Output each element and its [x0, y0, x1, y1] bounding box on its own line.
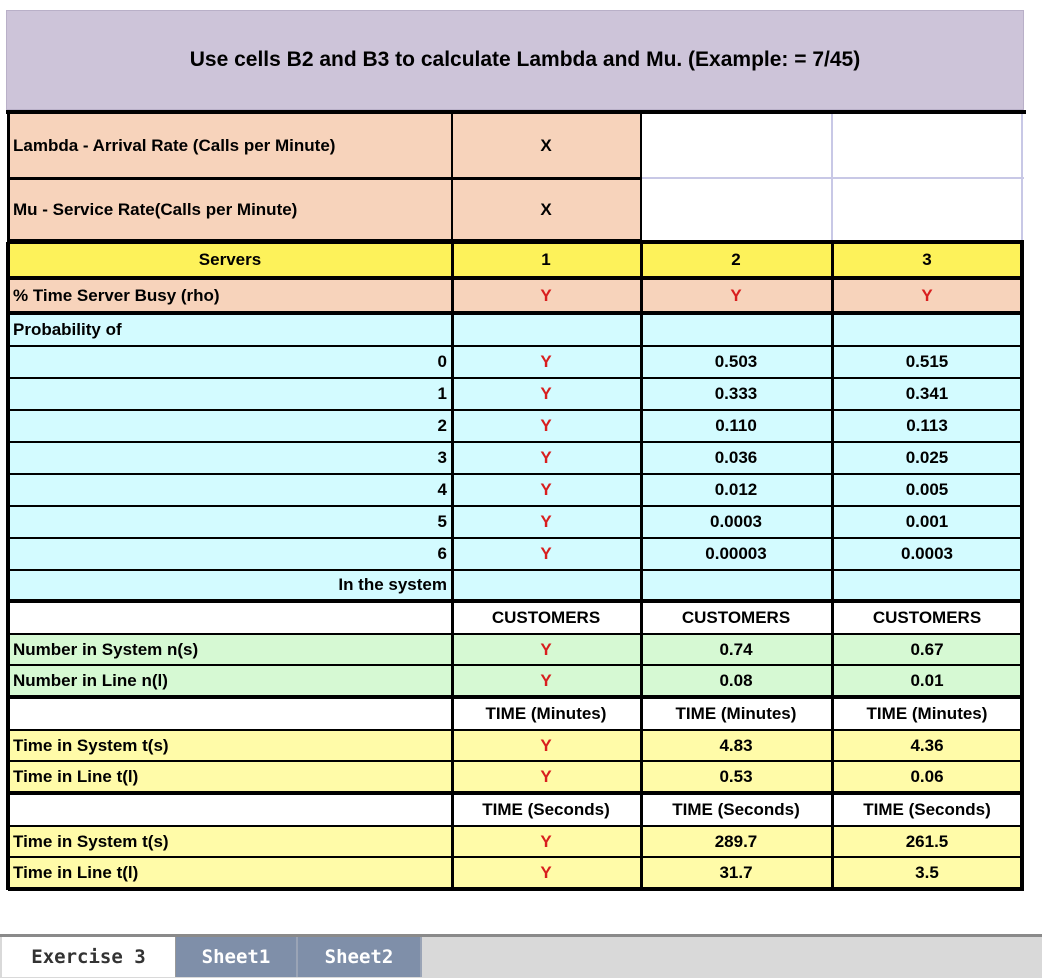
gridline [8, 825, 1024, 827]
value-cell[interactable]: 0.036 [640, 442, 832, 474]
empty-cell[interactable] [640, 314, 832, 346]
gridline [8, 240, 1024, 244]
tab-exercise-3[interactable]: Exercise 3 [2, 937, 176, 977]
empty-cell[interactable] [640, 570, 832, 600]
gridline [8, 345, 1024, 347]
empty-cell[interactable] [8, 602, 452, 634]
value-cell[interactable]: 4.36 [832, 730, 1022, 761]
time-in-system-label[interactable]: Time in System t(s) [8, 730, 452, 761]
empty-cell[interactable] [832, 314, 1022, 346]
time-seconds-header[interactable]: TIME (Seconds) [640, 794, 832, 826]
value-cell[interactable]: Y [452, 442, 640, 474]
empty-cell[interactable] [452, 570, 640, 600]
empty-cell[interactable] [640, 180, 832, 240]
probability-n-label[interactable]: 0 [8, 346, 452, 378]
value-cell[interactable]: Y [452, 280, 640, 312]
number-in-system-label[interactable]: Number in System n(s) [8, 634, 452, 665]
gridline [8, 791, 1024, 795]
instruction-banner: Use cells B2 and B3 to calculate Lambda and Mu. (Example: = 7/45) [6, 10, 1024, 110]
time-seconds-header[interactable]: TIME (Seconds) [452, 794, 640, 826]
value-cell[interactable]: 0.005 [832, 474, 1022, 506]
gridline [8, 599, 1024, 603]
gridline [831, 114, 833, 240]
rho-label[interactable]: % Time Server Busy (rho) [8, 280, 452, 312]
probability-n-label[interactable]: 1 [8, 378, 452, 410]
gridline [451, 112, 453, 242]
gridline [7, 112, 10, 242]
value-cell[interactable]: 0.06 [832, 761, 1022, 792]
probability-n-label[interactable]: 3 [8, 442, 452, 474]
gridline [642, 177, 1024, 179]
gridline [1021, 114, 1023, 240]
probability-n-label[interactable]: 6 [8, 538, 452, 570]
value-cell[interactable]: 0.515 [832, 346, 1022, 378]
in-the-system-label[interactable]: In the system [8, 570, 452, 600]
gridline [8, 441, 1024, 443]
empty-cell[interactable] [452, 314, 640, 346]
value-cell[interactable]: Y [452, 857, 640, 888]
time-in-line-label[interactable]: Time in Line t(l) [8, 761, 452, 792]
value-cell[interactable]: Y [452, 378, 640, 410]
value-cell[interactable]: Y [640, 280, 832, 312]
value-cell[interactable]: 3.5 [832, 857, 1022, 888]
value-cell[interactable]: 0.001 [832, 506, 1022, 538]
gridline [8, 633, 1024, 635]
value-cell[interactable]: Y [832, 280, 1022, 312]
gridline [8, 409, 1024, 411]
value-cell[interactable]: 0.333 [640, 378, 832, 410]
customers-header[interactable]: CUSTOMERS [640, 602, 832, 634]
value-cell[interactable]: 0.08 [640, 665, 832, 696]
value-cell[interactable]: 3 [832, 244, 1022, 276]
value-cell[interactable]: Y [452, 538, 640, 570]
value-cell[interactable]: 0.025 [832, 442, 1022, 474]
value-cell[interactable]: 0.0003 [640, 506, 832, 538]
empty-cell[interactable] [832, 114, 1022, 178]
customers-header[interactable]: CUSTOMERS [452, 602, 640, 634]
gridline [8, 664, 1024, 666]
value-cell[interactable]: 289.7 [640, 826, 832, 857]
gridline [8, 505, 1024, 507]
gridline [640, 242, 643, 890]
gridline [8, 729, 1024, 731]
value-cell[interactable]: Y [452, 826, 640, 857]
empty-cell[interactable] [640, 114, 832, 178]
gridline [8, 537, 1024, 539]
lambda-input[interactable]: X [452, 114, 640, 178]
gridline [6, 242, 10, 890]
gridline [8, 760, 1024, 762]
gridline [8, 856, 1024, 858]
time-minutes-header[interactable]: TIME (Minutes) [452, 698, 640, 730]
gridline [8, 276, 1024, 280]
value-cell[interactable]: Y [452, 410, 640, 442]
time-minutes-header[interactable]: TIME (Minutes) [832, 698, 1022, 730]
value-cell[interactable]: 0.01 [832, 665, 1022, 696]
gridline [8, 377, 1024, 379]
number-in-line-label[interactable]: Number in Line n(l) [8, 665, 452, 696]
gridline [8, 177, 642, 180]
time-in-system-label[interactable]: Time in System t(s) [8, 826, 452, 857]
value-cell[interactable]: 31.7 [640, 857, 832, 888]
value-cell[interactable]: 1 [452, 244, 640, 276]
tab-sheet2[interactable]: Sheet2 [298, 937, 422, 977]
value-cell[interactable]: 0.341 [832, 378, 1022, 410]
gridline [8, 887, 1024, 891]
value-cell[interactable]: 0.53 [640, 761, 832, 792]
value-cell[interactable]: 0.74 [640, 634, 832, 665]
value-cell[interactable]: 0.012 [640, 474, 832, 506]
value-cell[interactable]: Y [452, 761, 640, 792]
value-cell[interactable]: Y [452, 346, 640, 378]
empty-cell[interactable] [8, 698, 452, 730]
gridline [451, 242, 454, 890]
value-cell[interactable]: 0.503 [640, 346, 832, 378]
value-cell[interactable]: Y [452, 506, 640, 538]
mu-label[interactable]: Mu - Service Rate(Calls per Minute) [8, 180, 452, 240]
mu-input[interactable]: X [452, 180, 640, 240]
value-cell[interactable]: 0.113 [832, 410, 1022, 442]
value-cell[interactable]: 4.83 [640, 730, 832, 761]
probability-label[interactable]: Probability of [8, 314, 452, 346]
time-seconds-header[interactable]: TIME (Seconds) [832, 794, 1022, 826]
time-in-line-label[interactable]: Time in Line t(l) [8, 857, 452, 888]
value-cell[interactable]: 0.00003 [640, 538, 832, 570]
gridline [831, 242, 834, 890]
gridline [6, 110, 1026, 114]
value-cell[interactable]: 0.110 [640, 410, 832, 442]
servers-label[interactable]: Servers [8, 244, 452, 276]
gridline [8, 695, 1024, 699]
value-cell[interactable]: Y [452, 634, 640, 665]
probability-n-label[interactable]: 2 [8, 410, 452, 442]
probability-n-label[interactable]: 5 [8, 506, 452, 538]
empty-cell[interactable] [8, 794, 452, 826]
gridline [8, 569, 1024, 571]
value-cell[interactable]: Y [452, 474, 640, 506]
time-minutes-header[interactable]: TIME (Minutes) [640, 698, 832, 730]
tab-sheet1[interactable]: Sheet1 [176, 937, 298, 977]
probability-n-label[interactable]: 4 [8, 474, 452, 506]
sheet-tab-bar [0, 934, 1042, 978]
value-cell[interactable]: 261.5 [832, 826, 1022, 857]
customers-header[interactable]: CUSTOMERS [832, 602, 1022, 634]
gridline [1020, 242, 1024, 890]
empty-cell[interactable] [832, 570, 1022, 600]
value-cell[interactable]: 0.67 [832, 634, 1022, 665]
empty-cell[interactable] [832, 180, 1022, 240]
value-cell[interactable]: Y [452, 665, 640, 696]
gridline [8, 473, 1024, 475]
value-cell[interactable]: 2 [640, 244, 832, 276]
gridline [8, 311, 1024, 315]
value-cell[interactable]: Y [452, 730, 640, 761]
lambda-label[interactable]: Lambda - Arrival Rate (Calls per Minute) [8, 114, 452, 178]
value-cell[interactable]: 0.0003 [832, 538, 1022, 570]
